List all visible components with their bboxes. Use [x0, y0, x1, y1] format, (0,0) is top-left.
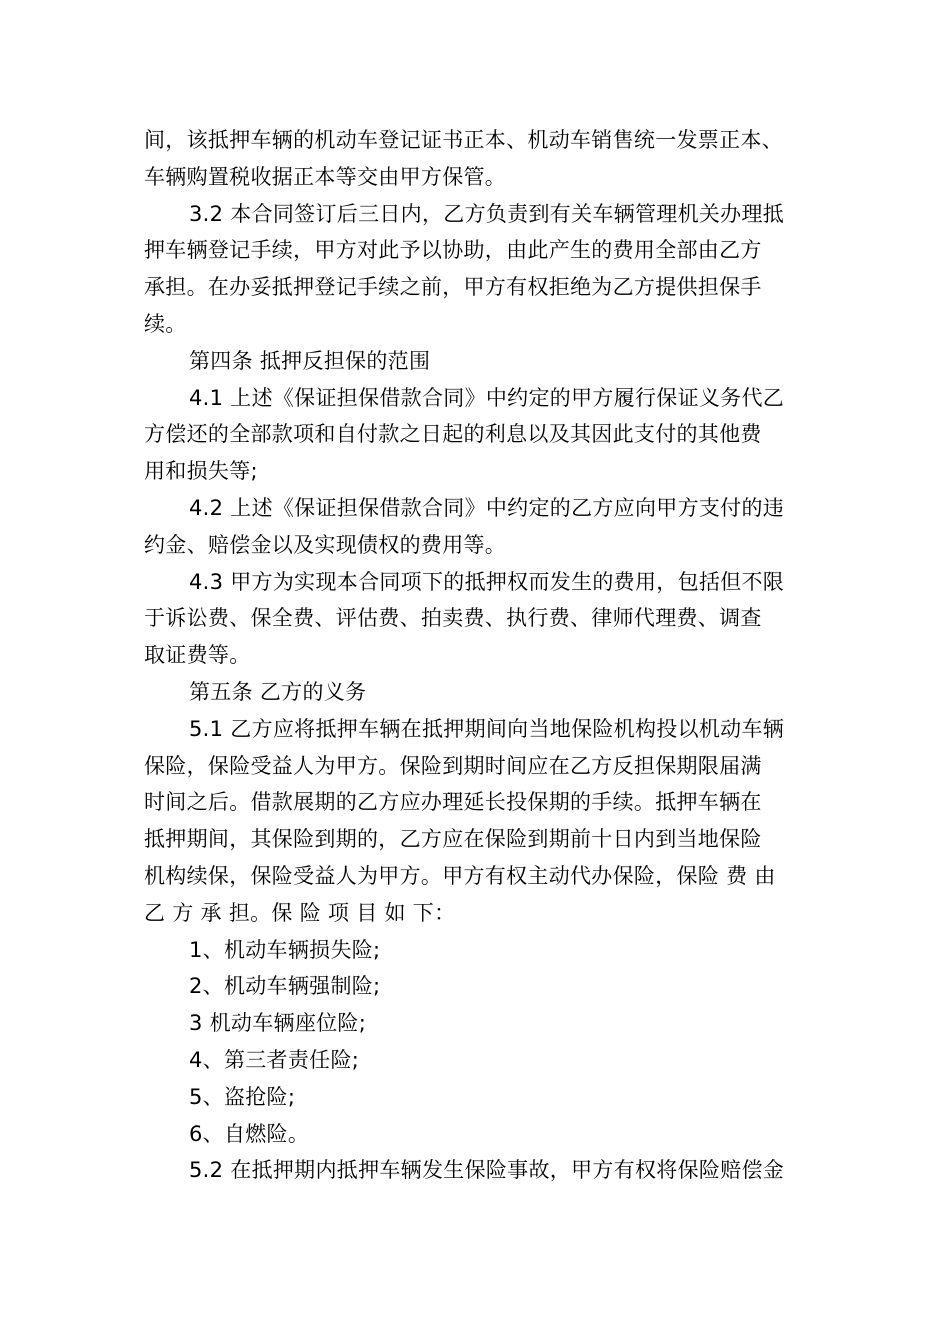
section-heading: 第四条 抵押反担保的范围 [189, 348, 431, 373]
text-line: 4.1 上述《保证担保借款合同》中约定的甲方履行保证义务代乙 [189, 385, 785, 410]
text-line: 间，该抵押车辆的机动车登记证书正本、机动车销售统一发票正本、 [144, 128, 783, 152]
text-line: 车辆购置税收据正本等交由甲方保管。 [144, 164, 507, 189]
list-item: 3 机动车辆座位险; [189, 1011, 367, 1036]
text-line: 约金、赔偿金以及实现债权的费用等。 [144, 532, 507, 557]
list-item: 4、第三者责任险; [189, 1047, 360, 1072]
text-line: 用和损失等; [144, 459, 258, 484]
text-line: 3.2 本合同签订后三日内，乙方负责到有关车辆管理机关办理抵 [189, 201, 785, 226]
text-line: 4.3 甲方为实现本合同项下的抵押权而发生的费用，包括但不限 [189, 569, 785, 594]
text-line: 方偿还的全部款项和自付款之日起的利息以及其因此支付的其他费 [144, 422, 762, 447]
text-line: 乙 方 承 担。保 险 项 目 如 下： [144, 900, 456, 925]
text-line: 5.2 在抵押期内抵押车辆发生保险事故，甲方有权将保险赔偿金 [189, 1158, 785, 1183]
list-item: 5、盗抢险; [189, 1084, 296, 1109]
text-line: 续。 [144, 311, 187, 336]
text-line: 5.1 乙方应将抵押车辆在抵押期间向当地保险机构投以机动车辆 [189, 716, 785, 741]
text-line: 4.2 上述《保证担保借款合同》中约定的乙方应向甲方支付的违 [189, 495, 785, 520]
text-line: 于诉讼费、保全费、评估费、拍卖费、执行费、律师代理费、调查 [144, 606, 762, 631]
list-item: 6、自燃险。 [189, 1121, 310, 1146]
section-heading: 第五条 乙方的义务 [189, 679, 367, 704]
text-line: 押车辆登记手续，甲方对此予以协助，由此产生的费用全部由乙方 [144, 238, 762, 263]
text-line: 机构续保，保险受益人为甲方。甲方有权主动代办保险，保险 费 由 [144, 863, 776, 888]
document-body [144, 122, 812, 1189]
text-line: 取证费等。 [144, 643, 251, 668]
list-item: 1、机动车辆损失险; [189, 937, 381, 962]
list-item: 2、机动车辆强制险; [189, 974, 381, 999]
text-line: 时间之后。借款展期的乙方应办理延长投保期的手续。抵押车辆在 [144, 790, 762, 815]
text-line: 承担。在办妥抵押登记手续之前，甲方有权拒绝为乙方提供担保手 [144, 275, 762, 300]
text-line: 保险，保险受益人为甲方。保险到期时间应在乙方反担保期限届满 [144, 753, 762, 778]
text-line: 抵押期间，其保险到期的，乙方应在保险到期前十日内到当地保险 [144, 827, 762, 852]
